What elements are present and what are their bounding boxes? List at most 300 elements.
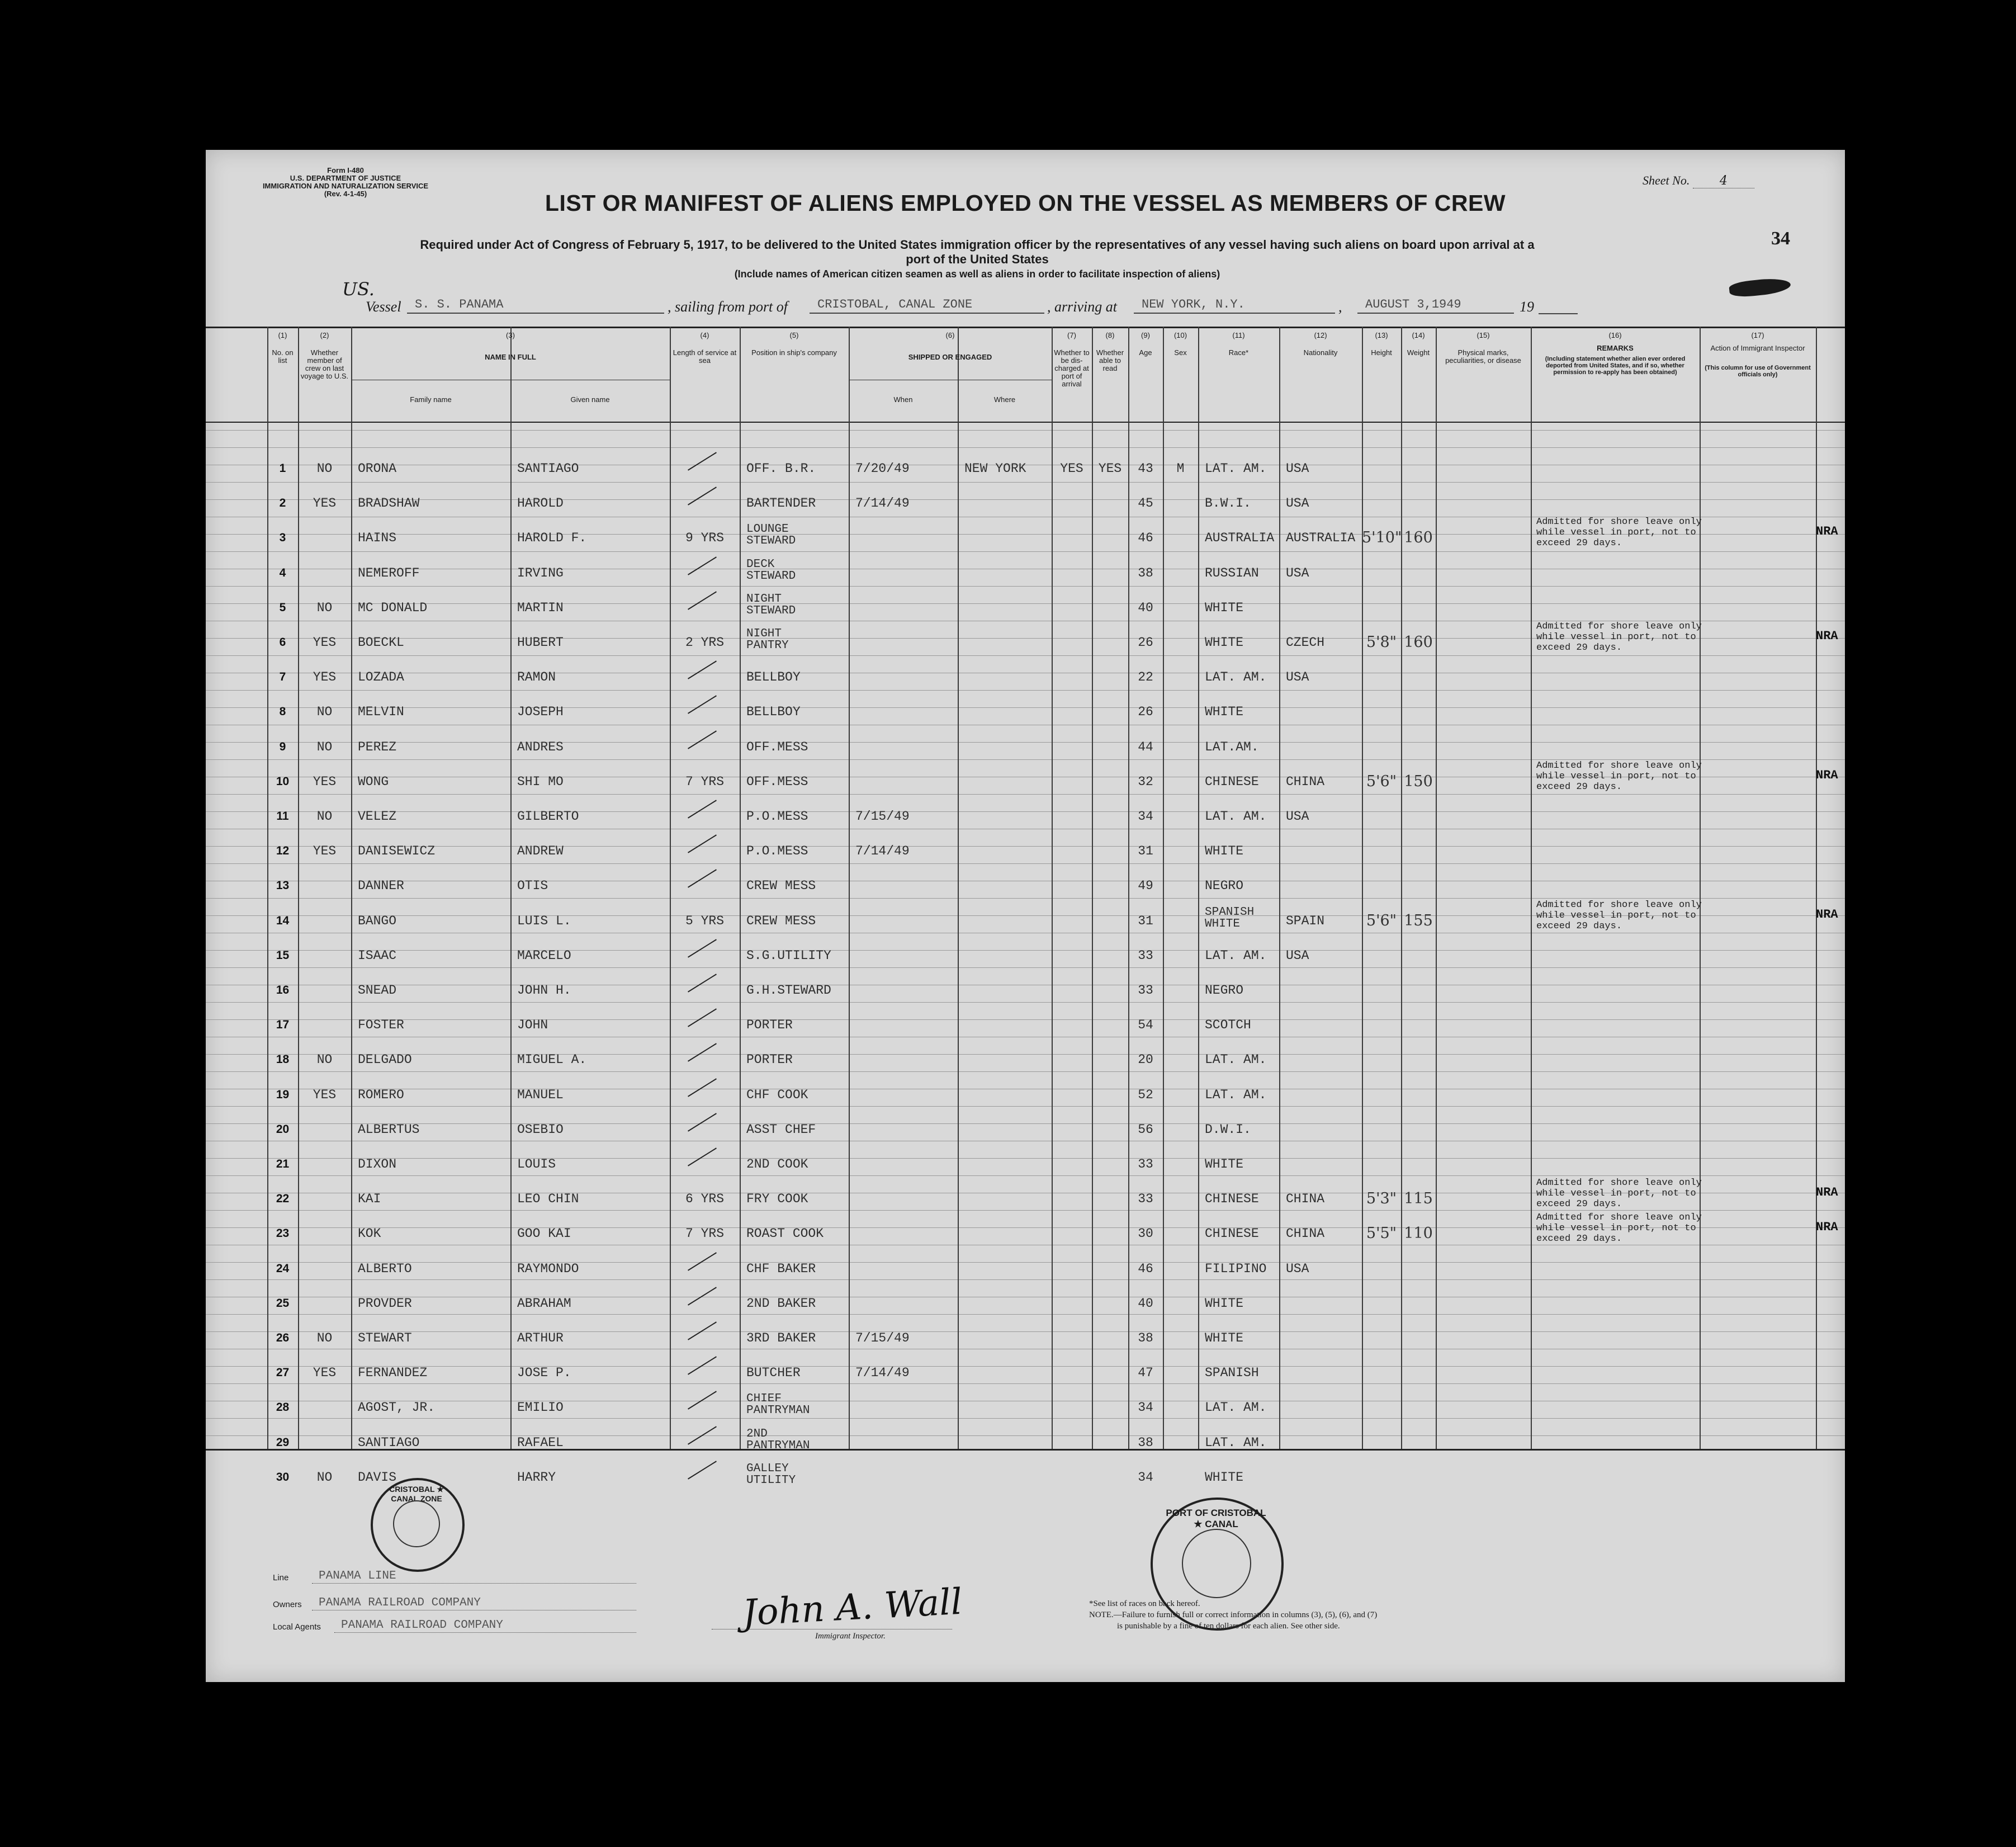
row-number: 7 — [279, 670, 286, 684]
cell-given: HARRY — [517, 1470, 556, 1485]
cell-age: 33 — [1138, 948, 1153, 963]
check-mark — [688, 452, 717, 470]
row-number: 18 — [276, 1053, 290, 1066]
cell-service: 7 YRS — [685, 1226, 724, 1241]
check-mark — [688, 591, 717, 610]
row-number: 19 — [276, 1088, 290, 1101]
column-subheader: When — [893, 395, 913, 404]
cell-family: DIXON — [358, 1157, 397, 1172]
manifest-page — [206, 150, 1845, 1682]
cell-position: OFF.MESS — [746, 774, 808, 789]
check-mark — [688, 1391, 717, 1410]
row-number: 25 — [276, 1296, 290, 1310]
vessel-label: Vessel — [366, 299, 401, 315]
cell-service: 2 YRS — [685, 635, 724, 650]
table-row — [206, 453, 1845, 488]
table-row — [206, 1009, 1845, 1044]
column-number: (15) — [1476, 331, 1490, 339]
table-row — [206, 835, 1845, 870]
cell-age: 33 — [1138, 1157, 1153, 1172]
row-number: 3 — [279, 531, 286, 545]
cell-position: FRY COOK — [746, 1192, 808, 1207]
column-number: (16) — [1608, 331, 1622, 339]
cell-race: WHITE — [1205, 1296, 1244, 1311]
row-number: 23 — [276, 1227, 290, 1240]
cell-when: 7/15/49 — [855, 1331, 910, 1345]
cell-race: SPANISH — [1205, 1366, 1259, 1381]
column-subheader: Where — [993, 395, 1016, 404]
cell-family: DELGADO — [358, 1052, 412, 1067]
form-service: IMMIGRATION AND NATURALIZATION SERVICE — [262, 182, 429, 190]
cell-given: MARCELO — [517, 948, 571, 963]
column-subheader: Given name — [570, 395, 610, 404]
cell-family: ALBERTO — [358, 1261, 412, 1276]
cell-nationality: USA — [1286, 496, 1309, 511]
cell-age: 31 — [1138, 913, 1153, 928]
cell-height: 5'5" — [1366, 1225, 1397, 1243]
cell-family: VELEZ — [358, 809, 397, 824]
cell-age: 56 — [1138, 1122, 1153, 1137]
table-row — [206, 940, 1845, 975]
cell-family: BRADSHAW — [358, 496, 420, 511]
cell-family: KAI — [358, 1192, 381, 1207]
cell-age: 31 — [1138, 844, 1153, 859]
table-row — [206, 801, 1845, 835]
cell-prev: YES — [313, 496, 337, 511]
table-row — [206, 1322, 1845, 1357]
cell-age: 33 — [1138, 983, 1153, 998]
column-header-label: Length of service at sea — [673, 348, 737, 365]
cell-family: NEMEROFF — [358, 565, 420, 580]
cell-given: ARTHUR — [517, 1331, 564, 1345]
check-mark — [688, 1356, 717, 1374]
year-label: 19 — [1520, 299, 1534, 315]
row-number: 29 — [276, 1435, 290, 1449]
column-number: (17) — [1751, 331, 1764, 339]
cell-sex: M — [1176, 461, 1185, 476]
remark-text: Admitted for shore leave only while vessel in port, not to exceed 29 days. — [1536, 899, 1702, 932]
line-field: PANAMA LINE — [312, 1570, 636, 1584]
cell-race: LAT. AM. — [1205, 1400, 1267, 1415]
column-number: (9) — [1141, 331, 1150, 339]
row-number: 6 — [279, 636, 286, 649]
cell-service: 6 YRS — [685, 1192, 724, 1207]
cell-family: BANGO — [358, 913, 397, 928]
cell-given: IRVING — [517, 565, 564, 580]
column-header-label: Sex — [1174, 348, 1187, 357]
cell-prev: YES — [313, 1087, 337, 1102]
ink-blot — [1729, 276, 1791, 298]
column-header-label: Position in ship's company — [751, 348, 837, 357]
cell-age: 30 — [1138, 1226, 1153, 1241]
remark-text: Admitted for shore leave only while vessel in port, not to exceed 29 days. — [1536, 621, 1702, 653]
cell-age: 52 — [1138, 1087, 1153, 1102]
cell-given: MANUEL — [517, 1087, 564, 1102]
races-note: *See list of races on back hereof. — [1089, 1599, 1200, 1608]
column-header-label: Whether to be dis-charged at port of arrival — [1054, 348, 1090, 388]
cell-position: BELLBOY — [746, 705, 801, 720]
penalty-note-cont: is punishable by a fine of ten dollars for each alien. See other side. — [1117, 1622, 1340, 1631]
cell-position: OFF. B.R. — [746, 461, 816, 476]
cell-prev: NO — [316, 739, 333, 754]
cell-given: EMILIO — [517, 1400, 564, 1415]
cell-family: ROMERO — [358, 1087, 404, 1102]
cell-age: 44 — [1138, 739, 1153, 754]
check-mark — [688, 870, 717, 888]
cell-height: 5'6" — [1366, 911, 1397, 929]
cell-given: MIGUEL A. — [517, 1052, 587, 1067]
cell-nationality: USA — [1286, 1261, 1309, 1276]
inspector-signature: John A. Wall — [741, 1581, 963, 1635]
row-number: 10 — [276, 774, 290, 788]
table-row — [206, 662, 1845, 696]
row-number: 9 — [279, 740, 286, 753]
cristobal-canal-zone-stamp — [371, 1478, 465, 1572]
cell-family: BOECKL — [358, 635, 404, 650]
cell-given: JOSE P. — [517, 1366, 571, 1381]
row-number: 20 — [276, 1122, 290, 1136]
check-mark — [688, 730, 717, 749]
check-mark — [688, 696, 717, 714]
cell-nationality: AUSTRALIA — [1286, 531, 1356, 546]
cell-when: 7/15/49 — [855, 809, 910, 824]
year-line — [1539, 313, 1578, 314]
cell-given: HUBERT — [517, 635, 564, 650]
sheet-number — [1643, 173, 1754, 188]
cell-age: 46 — [1138, 1261, 1153, 1276]
subtitle-line-1: Required under Act of Congress of February 5, 1917, to be delivered to the United States immigration officer by the representatives of any vessel having such aliens on board upon arrival at a — [420, 238, 1535, 252]
cell-height: 5'6" — [1366, 772, 1397, 790]
cell-age: 54 — [1138, 1018, 1153, 1033]
cell-race: WHITE — [1205, 1331, 1244, 1345]
cell-nationality: CZECH — [1286, 635, 1325, 650]
column-header-label: NAME IN FULL — [485, 353, 536, 361]
cell-position: BUTCHER — [746, 1366, 801, 1381]
cell-position: CHF COOK — [746, 1087, 808, 1102]
local-agents-field: PANAMA RAILROAD COMPANY — [334, 1619, 636, 1633]
sheet-label: Sheet No. — [1643, 173, 1690, 187]
cell-age: 26 — [1138, 635, 1153, 650]
cell-family: PROVDER — [358, 1296, 412, 1311]
cell-position: 2ND PANTRYMAN — [746, 1427, 810, 1452]
row-number: 2 — [279, 497, 286, 510]
cell-given: JOHN H. — [517, 983, 571, 998]
ruled-line — [206, 447, 1845, 448]
cell-family: ALBERTUS — [358, 1122, 420, 1137]
cell-prev: NO — [316, 705, 333, 720]
local-agents-label: Local Agents — [273, 1622, 321, 1632]
column-header-label: REMARKS — [1597, 344, 1634, 352]
cell-family: HAINS — [358, 531, 397, 546]
cell-weight: 160 — [1404, 529, 1433, 547]
cell-discharged: YES — [1060, 461, 1083, 476]
table-row — [206, 1253, 1845, 1288]
check-mark — [688, 834, 717, 853]
cell-age: 38 — [1138, 1331, 1153, 1345]
cell-race: D.W.I. — [1205, 1122, 1251, 1137]
cell-race: NEGRO — [1205, 878, 1244, 894]
line-label: Line — [273, 1573, 289, 1583]
table-top-border — [206, 327, 1845, 328]
cell-prev: YES — [313, 635, 337, 650]
row-number: 12 — [276, 844, 290, 858]
cell-position: DECK STEWARD — [746, 558, 796, 583]
cell-where: NEW YORK — [964, 461, 1026, 476]
cell-race: LAT. AM. — [1205, 809, 1267, 824]
table-row — [206, 1079, 1845, 1114]
column-number: (13) — [1375, 331, 1388, 339]
row-number: 4 — [279, 566, 286, 579]
check-mark — [688, 1252, 717, 1270]
check-mark — [688, 800, 717, 818]
form-revision: (Rev. 4-1-45) — [324, 190, 367, 198]
cell-race: WHITE — [1205, 705, 1244, 720]
vessel-handwritten-prefix: US. — [342, 278, 375, 300]
column-number: (6) — [945, 331, 955, 339]
cell-race: LAT. AM. — [1205, 1087, 1267, 1102]
column-header-label: Nationality — [1303, 348, 1338, 357]
cell-race: LAT. AM. — [1205, 948, 1267, 963]
cell-position: PORTER — [746, 1052, 793, 1067]
cell-age: 33 — [1138, 1192, 1153, 1207]
cell-position: G.H.STEWARD — [746, 983, 831, 998]
check-mark — [688, 1078, 717, 1097]
cell-race: CHINESE — [1205, 1192, 1259, 1207]
cell-nationality: CHINA — [1286, 1226, 1325, 1241]
cell-position: ROAST COOK — [746, 1226, 824, 1241]
cell-family: SNEAD — [358, 983, 397, 998]
cell-age: 40 — [1138, 600, 1153, 615]
cell-family: STEWART — [358, 1331, 412, 1345]
cell-given: LUIS L. — [517, 913, 571, 928]
cell-nationality: CHINA — [1286, 1192, 1325, 1207]
row-number: 14 — [276, 914, 290, 927]
cell-weight: 160 — [1404, 634, 1433, 651]
cell-given: GILBERTO — [517, 809, 579, 824]
column-number: (3) — [506, 331, 515, 339]
cell-race: LAT.AM. — [1205, 739, 1259, 754]
check-mark — [688, 939, 717, 957]
cell-position: GALLEY UTILITY — [746, 1462, 796, 1487]
column-header-label: Age — [1139, 348, 1152, 357]
column-number: (14) — [1412, 331, 1425, 339]
cell-age: 40 — [1138, 1296, 1153, 1311]
cell-when: 7/14/49 — [855, 844, 910, 859]
cell-prev: NO — [316, 809, 333, 824]
cell-race: LAT. AM. — [1205, 461, 1267, 476]
cell-given: OTIS — [517, 878, 548, 894]
cell-family: DANNER — [358, 878, 404, 894]
cell-race: CHINESE — [1205, 1226, 1259, 1241]
column-header-label: Physical marks, peculiarities, or disease — [1445, 348, 1521, 365]
cell-prev: NO — [316, 461, 333, 476]
cell-given: JOSEPH — [517, 705, 564, 720]
cell-position: NIGHT STEWARD — [746, 592, 796, 617]
cell-prev: YES — [313, 774, 337, 789]
cell-height: 5'10" — [1362, 529, 1402, 547]
inspector-action: NRA — [1816, 1185, 1838, 1200]
cell-age: 26 — [1138, 705, 1153, 720]
cell-family: LOZADA — [358, 670, 404, 685]
cell-age: 45 — [1138, 496, 1153, 511]
cell-family: MELVIN — [358, 705, 404, 720]
cell-weight: 115 — [1404, 1190, 1433, 1208]
cell-position: BELLBOY — [746, 670, 801, 685]
cell-age: 47 — [1138, 1366, 1153, 1381]
cell-position: P.O.MESS — [746, 809, 808, 824]
cell-position: NIGHT PANTRY — [746, 627, 789, 652]
cell-race: AUSTRALIA — [1205, 531, 1275, 546]
check-mark — [688, 1113, 717, 1131]
cell-race: CHINESE — [1205, 774, 1259, 789]
cell-race: WHITE — [1205, 1157, 1244, 1172]
cell-family: FERNANDEZ — [358, 1366, 428, 1381]
cell-prev: YES — [313, 670, 337, 685]
column-header-note: (This column for use of Government officials only) — [1705, 365, 1811, 378]
cell-prev: NO — [316, 1052, 333, 1067]
cell-position: CREW MESS — [746, 913, 816, 928]
row-number: 17 — [276, 1018, 290, 1032]
check-mark — [688, 1008, 717, 1027]
cell-position: ASST CHEF — [746, 1122, 816, 1137]
check-mark — [688, 974, 717, 992]
table-row — [206, 1044, 1845, 1079]
cell-position: S.G.UTILITY — [746, 948, 831, 963]
column-subheader: Family name — [410, 395, 452, 404]
arrival-date-field: AUGUST 3,1949 — [1357, 297, 1514, 314]
row-number: 27 — [276, 1366, 290, 1380]
cell-age: 49 — [1138, 878, 1153, 894]
cell-age: 46 — [1138, 531, 1153, 546]
cell-position: 2ND COOK — [746, 1157, 808, 1172]
check-mark — [688, 1147, 717, 1166]
cell-position: P.O.MESS — [746, 844, 808, 859]
cell-position: CREW MESS — [746, 878, 816, 894]
row-number: 1 — [279, 462, 286, 475]
cell-race: RUSSIAN — [1205, 565, 1259, 580]
check-mark — [688, 486, 717, 505]
form-number: Form I-480 — [327, 166, 364, 174]
cell-given: ANDRES — [517, 739, 564, 754]
column-number: (1) — [278, 331, 287, 339]
check-mark — [688, 1287, 717, 1305]
column-number: (10) — [1173, 331, 1187, 339]
cell-prev: NO — [316, 600, 333, 615]
row-number: 26 — [276, 1331, 290, 1344]
check-mark — [688, 660, 717, 679]
sheet-value: 4 — [1693, 174, 1754, 188]
cell-race: FILIPINO — [1205, 1261, 1267, 1276]
cell-race: SCOTCH — [1205, 1018, 1251, 1033]
column-number: (5) — [789, 331, 799, 339]
cell-given: SANTIAGO — [517, 461, 579, 476]
cell-race: SPANISH WHITE — [1205, 905, 1255, 930]
header-bottom-border — [206, 422, 1845, 423]
column-number: (2) — [320, 331, 329, 339]
cell-age: 34 — [1138, 809, 1153, 824]
cell-service: 9 YRS — [685, 531, 724, 546]
cell-given: MARTIN — [517, 600, 564, 615]
inspector-action: NRA — [1816, 525, 1838, 539]
cell-family: ORONA — [358, 461, 397, 476]
cell-race: NEGRO — [1205, 983, 1244, 998]
cell-family: DAVIS — [358, 1470, 397, 1485]
cell-position: PORTER — [746, 1018, 793, 1033]
cell-prev: NO — [316, 1331, 333, 1345]
cell-family: SANTIAGO — [358, 1435, 420, 1450]
row-number: 5 — [279, 601, 286, 614]
inspector-action: NRA — [1816, 629, 1838, 643]
column-header-label: Weight — [1407, 348, 1430, 357]
subtitle-line-2: port of the United States — [906, 252, 1049, 266]
cell-family: FOSTER — [358, 1018, 404, 1033]
check-mark — [688, 1321, 717, 1340]
check-mark — [688, 1461, 717, 1479]
cell-family: DANISEWICZ — [358, 844, 436, 859]
stamp-inner-ring — [1182, 1529, 1251, 1598]
cell-given: ABRAHAM — [517, 1296, 571, 1311]
cell-nationality: SPAIN — [1286, 913, 1325, 928]
column-number: (8) — [1105, 331, 1115, 339]
row-number: 16 — [276, 984, 290, 996]
subtitle-line-3: (Include names of American citizen seamen as well as aliens in order to facilitate inspection of aliens) — [734, 268, 1220, 280]
comma-separator: , — [1338, 299, 1342, 315]
cell-race: WHITE — [1205, 635, 1244, 650]
cell-family: PEREZ — [358, 739, 397, 754]
table-row — [206, 696, 1845, 731]
owners-field: PANAMA RAILROAD COMPANY — [312, 1597, 636, 1610]
cell-given: HAROLD — [517, 496, 564, 511]
cell-service: 7 YRS — [685, 774, 724, 789]
cell-position: LOUNGE STEWARD — [746, 523, 796, 548]
cell-age: 34 — [1138, 1470, 1153, 1485]
table-row — [206, 1357, 1845, 1392]
cell-position: 2ND BAKER — [746, 1296, 816, 1311]
cell-service: 5 YRS — [685, 913, 724, 928]
row-number: 8 — [279, 705, 286, 719]
inspector-label: Immigrant Inspector. — [815, 1632, 886, 1641]
table-row — [206, 975, 1845, 1009]
owners-label: Owners — [273, 1600, 302, 1609]
cell-age: 32 — [1138, 774, 1153, 789]
table-row — [206, 1427, 1845, 1462]
sailing-port-field: CRISTOBAL, CANAL ZONE — [810, 297, 1044, 314]
cell-given: RAFAEL — [517, 1435, 564, 1450]
cell-height: 5'8" — [1366, 634, 1397, 651]
cell-prev: NO — [316, 1470, 333, 1485]
remark-text: Admitted for shore leave only while vessel in port, not to exceed 29 days. — [1536, 760, 1702, 792]
cell-family: AGOST, JR. — [358, 1400, 436, 1415]
cell-prev: YES — [313, 1366, 337, 1381]
cell-age: 34 — [1138, 1400, 1153, 1415]
inspector-action: NRA — [1816, 768, 1838, 782]
cell-nationality: CHINA — [1286, 774, 1325, 789]
cell-family: WONG — [358, 774, 389, 789]
cell-race: B.W.I. — [1205, 496, 1251, 511]
check-mark — [688, 556, 717, 575]
cell-given: JOHN — [517, 1018, 548, 1033]
cell-position: CHIEF PANTRYMAN — [746, 1392, 810, 1418]
cell-position: CHF BAKER — [746, 1261, 816, 1276]
remark-text: Admitted for shore leave only while vessel in port, not to exceed 29 days. — [1536, 517, 1702, 549]
cell-nationality: USA — [1286, 809, 1309, 824]
check-mark — [688, 1043, 717, 1062]
cell-family: MC DONALD — [358, 600, 428, 615]
row-number: 30 — [276, 1470, 290, 1484]
column-header-note: (Including statement whether alien ever ordered deported from United States, and if so, whether permission to re-apply has been obtained) — [1545, 356, 1686, 376]
cell-weight: 110 — [1404, 1225, 1433, 1243]
page-title: LIST OR MANIFEST OF ALIENS EMPLOYED ON THE VESSEL AS MEMBERS OF CREW — [545, 190, 1506, 216]
